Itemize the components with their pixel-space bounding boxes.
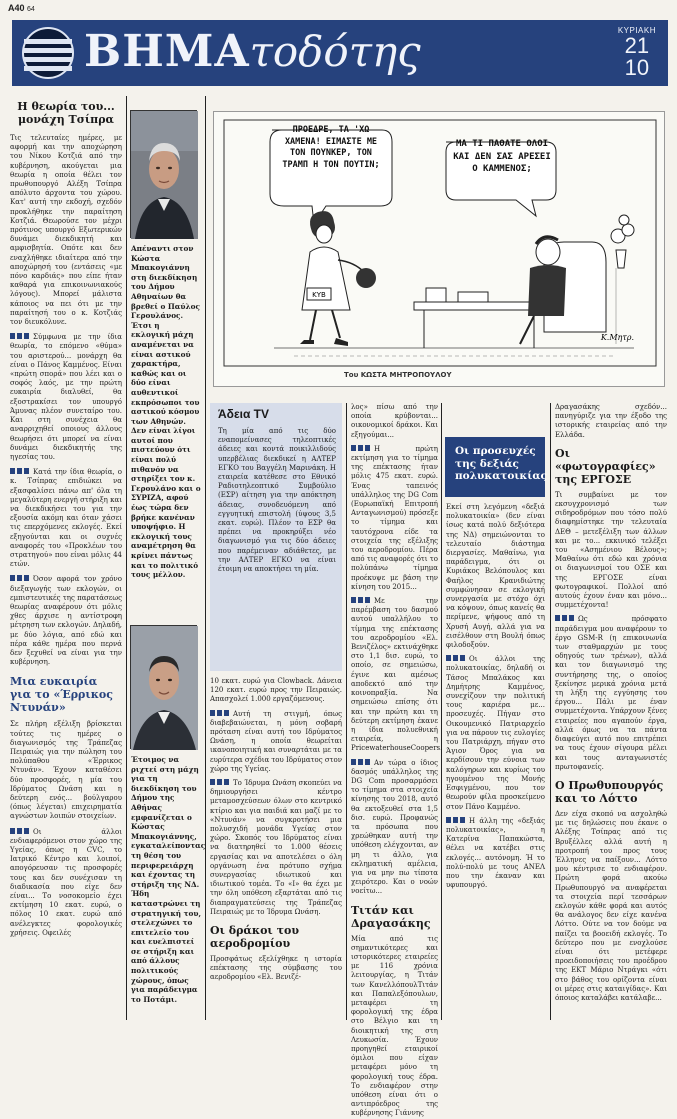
speech-bubble-right: ΜΑ ΤΙ ΠΑΘΑΤΕ ΟΛΟΙ ΚΑΙ ΔΕΝ ΣΑΣ ΑΡΕΣΕΙ Ο ΚΑΜΜΕΝΟΣ; <box>453 139 551 174</box>
section-dots-icon <box>351 597 371 603</box>
airport-column <box>351 403 443 1118</box>
section-dots-icon <box>555 615 575 621</box>
ninan-headline: Μια ευκαιρία για το «Έρρικος Ντυνάν» <box>10 675 113 715</box>
section-dots-icon <box>10 575 30 581</box>
bakoyannis-caption-box <box>131 755 206 1020</box>
lotto-headline: Ο Πρωθυπουργός και το Λόττο <box>555 778 664 805</box>
ninan-paragraph: Οι άλλοι ενδιαφερόμενοι στον χώρο της Υγείας, όπως η CVC, το Ιατρικό Κέντρο και λοιποί, απογόρευσαν τις προσφορές τους και δεν συνέχισαν τη διαδικασία που είχε δεν είναι... Το νοσοκομείο έχει εκτίμηση 10 εκατ. ευρώ, ο πόλος 10 εκατ. ευρώ από ανέλεγκτες φορολογικές χρήσεις. Οφειλές <box>10 827 122 937</box>
clowback-paragraph: Αυτή τη στιγμή, όπως διαβεβαιώνεται, η μόνη σοβαρή πρόταση είναι αυτή του Ιδρύματος Ωνάση, η οποία θεωρείται ικανοποιητική και συναρτάται με τα ευρύτερα σχέδια του Ιδρύματος στον χώρο της Υγείας. <box>210 709 342 773</box>
vima-logo-icon <box>22 27 74 79</box>
dragons-headline: Οι δράκοι του αεροδρομίου <box>210 924 299 951</box>
column-rule <box>441 403 442 1020</box>
gerou-photo <box>130 110 197 238</box>
airport-paragraph: Η πρώτη εκτίμηση για το τίμημα της επέκτασης ήταν μόλις 475 εκατ. ευρώ. Ένας ταπεινός υπάλληλος της DG Com (Ευρωπαϊκή Επιτροπή Ανταγωνισμού) πρόσεξε το τίμημα και ταυτόχρονα είδε τα στοιχεία της εξέλιξης του αεροδρομίου. Πέρα από τις αναφορές ότι το πολύπάνω τίμημα προέκυψε με βάση την κίνηση του 2015... <box>351 444 438 591</box>
cartoon-signature: Κ.Μητρ. <box>600 333 634 342</box>
tsipras-paragraph: Τις τελευταίες ημέρες, με αφορμή και την αποχώρηση του Νίκου Κοτζιά από την κυβέρνηση, ακούγεται μια θεωρία η οποία θέλει τον πρωθυπουργό Αλέξη Τσίπρα απόλυτο άρχοντα του χώρου. Κατ' αυτή την εκδοχή, σχεδόν προκλήθηκε την παραίτηση Κοτζιά. Θεωρούσε τον μέχρι πρότινος υπουργό Εξωτερικών δυνάμει διεκδικητή και αμφισβητία. Οπότε και δεν εναχλήθηκε ιδιαίτερα από την αποχώρησή του (εντάσεις «με πόνο καρδιάς» που είπε ήταν καθαρά για επικοινωνιακούς λόγους). Μπορεί μάλιστα κάποιος να πει ότι με την παραίτησή του ο κ. Κοτζιάς τον διευκόλυνε. <box>10 134 122 327</box>
polykatoikia-paragraph: Εκεί στη λεγόμενη «δεξιά πολυκατοικία» (δεν είναι ίσως κατά πολύ δεξιότερα της ΝΔ) σημειώνονται το τελευταίο διάστημα διεργασίες. Μαθαίνω, για παράδειγμα, ότι οι Κυριάκος Βελόπουλος και Φαήλος Κρανιδιώτης συμφώνησαν σε εκλογική συνεργασία με στόχο όχι να κόψουν, όπως κανείς θα περίμενε, ψήφους από τη Χρυσή Αυγή, αλλά για να εισέλθουν στη Βουλή όπως φιλοδοξούν. <box>446 503 545 650</box>
cartoon-credit: Του ΚΩΣΤΑ ΜΗΤΡΟΠΟΥΛΟΥ <box>344 371 452 379</box>
section-dots-icon <box>10 828 30 834</box>
dragons-paragraph: Προσφάτως εξελίχθηκε η ιστορία επέκτασης της σύμβασης του αεροδρομίου «Ελ. Βενιζέ- <box>210 955 342 982</box>
airport-paragraph: Με την παρέμβαση του δασμού αυτού υπαλλήλου το τίμημα της επέκτασης του αεροδρομίου «Ελ. Βενιζέλος» εκτινάχθηκε στο 1,1 δισ. ευρώ, το οποίο, σε σημειώσω, έγινε και αμέσως αποδεκτό από την κοινοπραξία. Να σημειώσω επίσης ότι και την πρώτη και τη δεύτερη εκτίμηση έκανε η ίδια πολυεθνική εταιρεία, η PricewaterhouseCoopers. <box>351 597 443 753</box>
right-column <box>555 403 667 1020</box>
section-dots-icon <box>10 333 30 339</box>
titans-paragraph: Μία από τις σημαντικότερες και ιστορικότερες εταιρείες με 116 χρόνια λειτουργίας, η Τιτάν των ΚανελλόπουλΤιτάν και Παπαλεξόπουλων, μεταφέρει τη φορολογική της έδρα στο Βέλγιο και τη διοικητική της στη Λευκωσία. Έχουν προηγηθεί εταιρικοί όμιλοι που είχαν μεταφέρει μόνο τη φορολογική τους έδρα. Το ενδιαφέρον στην υπόθεση είναι ότι ο αντιπρόεδρος της κυβέρνησης Γιάννης <box>351 934 438 1118</box>
column-rule <box>126 96 127 1020</box>
column-rule <box>346 403 347 1020</box>
tv-headline: Άδεια TV <box>218 407 270 421</box>
trains-paragraph: Τι συμβαίνει με τον εκσυγχρονισμό των σιδηροδρόμων που τόσο πολύ διαφημίστηκε την τελευταία ΔΕΘ – μετεξέλιξη των άλλων και με το... εκκινικό τελέξει του «Ασημένιου Βέλους»; Μαθαίνω ότι εδώ και χρόνια οι διαγωνισμοί του ΟΣΕ και της ΕΡΓΟΣΕ είναι φωτογραφικοί. Πολλοί από αυτούς έχουν έναν και μόνο... συμμετέχοντα! <box>555 490 667 610</box>
speech-bubble-left: ΠΡΟΕΔΡΕ, ΤΑ 'ΧΩ ΧΑΜΕΝΑ! ΕΙΜΑΣΤΕ ΜΕ ΤΟΝ ΠΟΥΝΚΕΡ, ΤΟΝ ΤΡΑΜΠ Η ΤΟΝ ΠΟΥΤΙΝ; <box>282 125 380 170</box>
polykatoikia-paragraph: Η άλλη της «δεξιάς πολυκατοικίας», η Κατερίνα Παπακώστα, θέλει να κατέβει στις εκλογές... αυτόνομη. Ή το πολύ-πολύ με τους ΑΝΕΛ που την έκαναν και υφυπουργό. <box>446 816 545 890</box>
trains-intro: Δραγασάκης σχεδόν... πανηγύριζε για την έξοδο της ιστορικής εταιρείας από την Ελλάδα. <box>555 403 667 439</box>
section-dots-icon <box>446 655 466 661</box>
airport-paragraph: λος» πίσω από την οποία κρύβονται... οικονομικοί δράκοι. Και εξηγούμαι... <box>351 403 438 439</box>
clowback-paragraph: Το Ίδρυμα Ωνάση σκοπεύει να δημιουργήσει κέντρο μεταμοσχεύσεων όλων στο κεντρικό κτίριο και για παιδιά και μαζί με το «Ντυνάν» να συγκροτήσει μια πολυσχιδή μονάδα Υγείας στον χώρο. Σκοπός του Ιδρύματος είναι να διατηρηθεί το 1.000 θέσεις εργασίας και να αποτελέσει ο όλη οργάνωση ένα πρότυπο σχήμα συνεργασίας ιδιωτικού και ιδιωτικού τομέα. Το «Ι» θα έχει με την όλη υπόθεση εξαρτάται από τις διαπραγματεύσεις της Τράπεζας Πειραιώς με το Ίδρυμα Ωνάση. <box>210 779 342 916</box>
bakoyannis-caption: Έτοιμος να ριχτεί στη μάχη για τη διεκδίκηση του Δήμου της Αθήνας εμφανίζεται ο Κώστας Μπακογιάννης, εγκαταλείποντας τη θέση του περιφερειάρχη και έχοντας τη στήριξη της ΝΔ. Ήδη καταστρώνει τη στρατηγική του, στελεχώνει το επιτελείο του και ευελπιστεί σε στήριξη και από άλλους πολιτικούς χώρους, όπως για παράδειγμα το Ποτάμι. <box>131 755 206 1004</box>
polykatoikia-headline-box <box>445 437 545 497</box>
kyb-label: ΚΥΒ <box>312 291 326 299</box>
section-dots-icon <box>351 759 371 765</box>
section-dots-icon <box>446 817 466 823</box>
clowback-paragraph: 10 εκατ. ευρώ για Clowback. Δάνεια 120 εκατ. ευρώ προς την Πειραιώς. Απασχολεί 1.000 εργαζόμενους. <box>210 677 342 704</box>
section-dots-icon <box>351 445 371 451</box>
tsipras-paragraph: Σύμφωνα με την ίδια θεωρία, το επόμενο «θύμα» του αριστερού... μονάρχη θα είναι ο Πάνος Καμμένος. Είναι «πρώτη σπορά» που λέει και ο σοφός λαός, με την πρώτη ευκαιρία διαλυθεί, θα εξοστρακίσει τον υπουργό Άμυνας πλέον συνεταίρο του. Και στη συνέχεια θα αναρριχηθεί οποιους άλλους θεωρήσει ότι μπορεί να είναι δυνάμει διεκδικητής της ηγεσίας του. <box>10 333 122 461</box>
masthead-banner <box>12 20 668 86</box>
trains-headline: Οι «φωτογραφίες» της ΕΡΓΟΣΕ <box>555 446 656 486</box>
polykatoikia-column <box>446 503 545 1020</box>
left-column <box>10 100 122 1020</box>
tv-paragraph: Τη μία από τις δύο εναπομείνασες τηλεοπτικές άδειες και κοντά ποικιλλιδούς υπερβέλιας διεκδικεί η ΑΛΤΕΡ ΕΓΚΟ του Βαγγέλη Μαρινάκη. Η εταιρεία κατέθεσε στο Εθνικό Ραδιοτηλεοπτικό Συμβούλιο (ΕΣΡ) αίτηση για την απόκτηση άδειας, συνοδευόμενη από εγγυητική επιστολή (ύψους 3,5 εκατ. ευρώ). Πλέον το ΕΣΡ θα πρέπει να προκηρύξει νέο διαγωνισμό για τις δύο άδειες που παρέμειναν αδιάθετες, με την ΑΛΤΕΡ ΕΓΚΟ να είναι έτοιμη να αποκτήσει τη μία. <box>218 427 336 574</box>
column-rule <box>550 403 551 1020</box>
political-cartoon <box>213 111 665 387</box>
gerou-caption: Απέναντι στον Κώστα Μπακογιάννη στη διεκδίκηση του Δήμου Αθηναίων θα βρεθεί ο Παύλος Γερουλάνος. Έτσι η εκλογική μάχη αναμένεται να είναι αστικού χαρακτήρα, καθώς και οι δύο είναι αυθεντικοί εκπρόσωποι του αστικού κόσμου των Αθηνών. Δεν είναι λίγοι αυτοί που πιστεύουν ότι είναι πολύ πιθανόν να στηρίξει τον κ. Γερουλάνο και ο ΣΥΡΙΖΑ, αφού έως τώρα δεν βρήκε κανέναν υποψήφιο. Η εκλογική τους αναμέτρηση θα κρίνει πάντως και το πολιτικό τους μέλλον. <box>131 244 201 580</box>
trains-paragraph: Ως πρόσφατο παράδειγμα μου αναφέρουν το έργο GSM-R (η επικοινωνία των σταθμαρχών με τους οδηγούς των τρένων), αλλά και τον διαγωνισμό της συντήρησης της, ο οποίος ξεκίνησε μερικά χρόνια μετά τη λήξη της εγγύησης του έργου... Πάλι με έναν συμμετέχοντα. Υπάρχουν ξένες εταιρείες που αγαπούν έργα, αλλά όμως να τα πάντα διαφεύγει αυτό που επιτρέπει να τους έχουν σίγουρα μέλει και τους ανταγωνιστές πρωτοφανείς. <box>555 615 667 771</box>
section-dots-icon <box>210 779 230 785</box>
polykatoikia-headline: Οι προσευχές της δεξιάς πολυκατοικίας <box>455 445 547 482</box>
airport-paragraph: Αν τώρα ο ίδιος δασμός υπάλληλος της DG Com προσαρμόσει το τίμημα στα στοιχεία κίνησης του 2018, αυτό θα εκτοξευθεί στα 1,5 δισ. ευρώ. Προφανώς τα πρόσωπα που χρεώθηκαν αυτή την υπόθεση ελέγχονται, αν μη τι άλλο, για εκληματική αμέλεια, για να μην πω τίποτα χειρότερο. Και ο νοών νοείτω... <box>351 758 438 896</box>
masthead-title: ΒΗΜΑτοδότης <box>84 26 421 77</box>
tsipras-paragraph: Όσον αφορά τον χρόνο διεξαγωγής των εκλογών, οι εμπιστευτικές της παρατάσεως θεωρίας αναφέρουν ότι μόλις χθες άρχισε η αντίστροφη μέτρηση των εκλογών. Δηλαδή, με δύο λόγια, από εδώ και πέρα κάθε ημέρα που περνά δεν ξεχυθεί να είναι για την κυβέρνηση. <box>10 575 122 667</box>
bakoyannis-photo <box>130 625 197 749</box>
titans-headline: Τιτάν και Δραγασάκης <box>351 903 431 930</box>
section-dots-icon <box>210 710 230 716</box>
polykatoikia-paragraph: Οι άλλοι της πολυκατοικίας, δηλαδή οι Τάσος Μπαλάκος και Δημήτρης Καμμένος, συνεχίζουν την πολιτική τους καριέρα με... προσευχές. Πήγαν στο Οικουμενικό Πατριαρχείο για να πάρουν τις ευλογίες του Πατριάρχη, πήγαν στο Άγιον Όρος για να κερδίσουν την εύνοια των καλόγηρων και κυρίως του ηγουμένου της Μονής Εσφιγμένου, που τον θεωρούν φίλα προσκείμενο στον Πάνο Καμμένο. <box>446 655 545 811</box>
issue-date: ΚΥΡΙΑΚΗ 21 10 <box>617 26 656 80</box>
gerou-caption-box <box>131 244 201 580</box>
ninan-paragraph: Σε πλήρη εξέλιξη βρίσκεται τούτες τις ημέρες ο διαγωνισμός της Τράπεζας Πειραιώς για την πώληση του πολύπαθου «Έρρικος Ντυνάν». Έχουν καταθέσει δύο προσφορές, η μία του Ιδρύματος Ωνάση και η δεύτερη ενός... βούλγαρου (όπως λέγεται) επιχειρηματία αγνώστων λοιπών στοιχείων. <box>10 720 122 821</box>
ninan-continuation-column <box>210 677 342 1020</box>
lotto-paragraph: Δεν είχα σκοπό να ασχοληθώ με τις δηλώσεις που έκανε ο Αλέξης Τσίπρας από τις Βρυξέλλες αλλά αυτή η προτροπή του προς τους Έλληνες να παίξουν... Λόττο μου κέντρισε το ενδιαφέρον. Πρώτη φορά ακούω Πρωθυπουργό να αναφέρεται τα στοιχεία περί τεσσάρων εκλογών κάθε φορά και αυτός θα ανάλογος δεν είχε κανένα Λόττο. Ούτε να τον δούμε να παίζει τα βοοειδή εκλογές. Το δεύτερο που με ενοχλούσε είναι ότι μετέφερε προειδοποιήσεις του προέδρου της ΕΚΤ Μάριο Ντράγκι «ότι στο βάθος του ορίζοντα είναι οι μέρες στις καταιγίδας». Και όποιος καταλάβει κατάλαβε... <box>555 809 667 1002</box>
tsipras-headline: Η θεωρία του... μονάχη Τσίπρα <box>17 100 115 126</box>
section-dots-icon <box>10 468 30 474</box>
column-rule <box>205 96 206 1020</box>
tv-license-box <box>210 403 342 671</box>
tsipras-paragraph: Κατά την ίδια θεωρία, ο κ. Τσίπρας επιδιώκει να εξασφαλίσει πάνω απ' όλα τη μεγαλύτερη ενεργή στήριξη και να διεκδικήσει του για την εξουσία ακόμη και όταν χάσει τις επερχόμενες εκλογές. Εκεί εξηγούνται και οι συχνές αναφορές του «Προκλέων του στρατηγού» που είναι μόλις 44 ετών. <box>10 468 122 569</box>
page-number: A40 64 <box>8 3 35 13</box>
